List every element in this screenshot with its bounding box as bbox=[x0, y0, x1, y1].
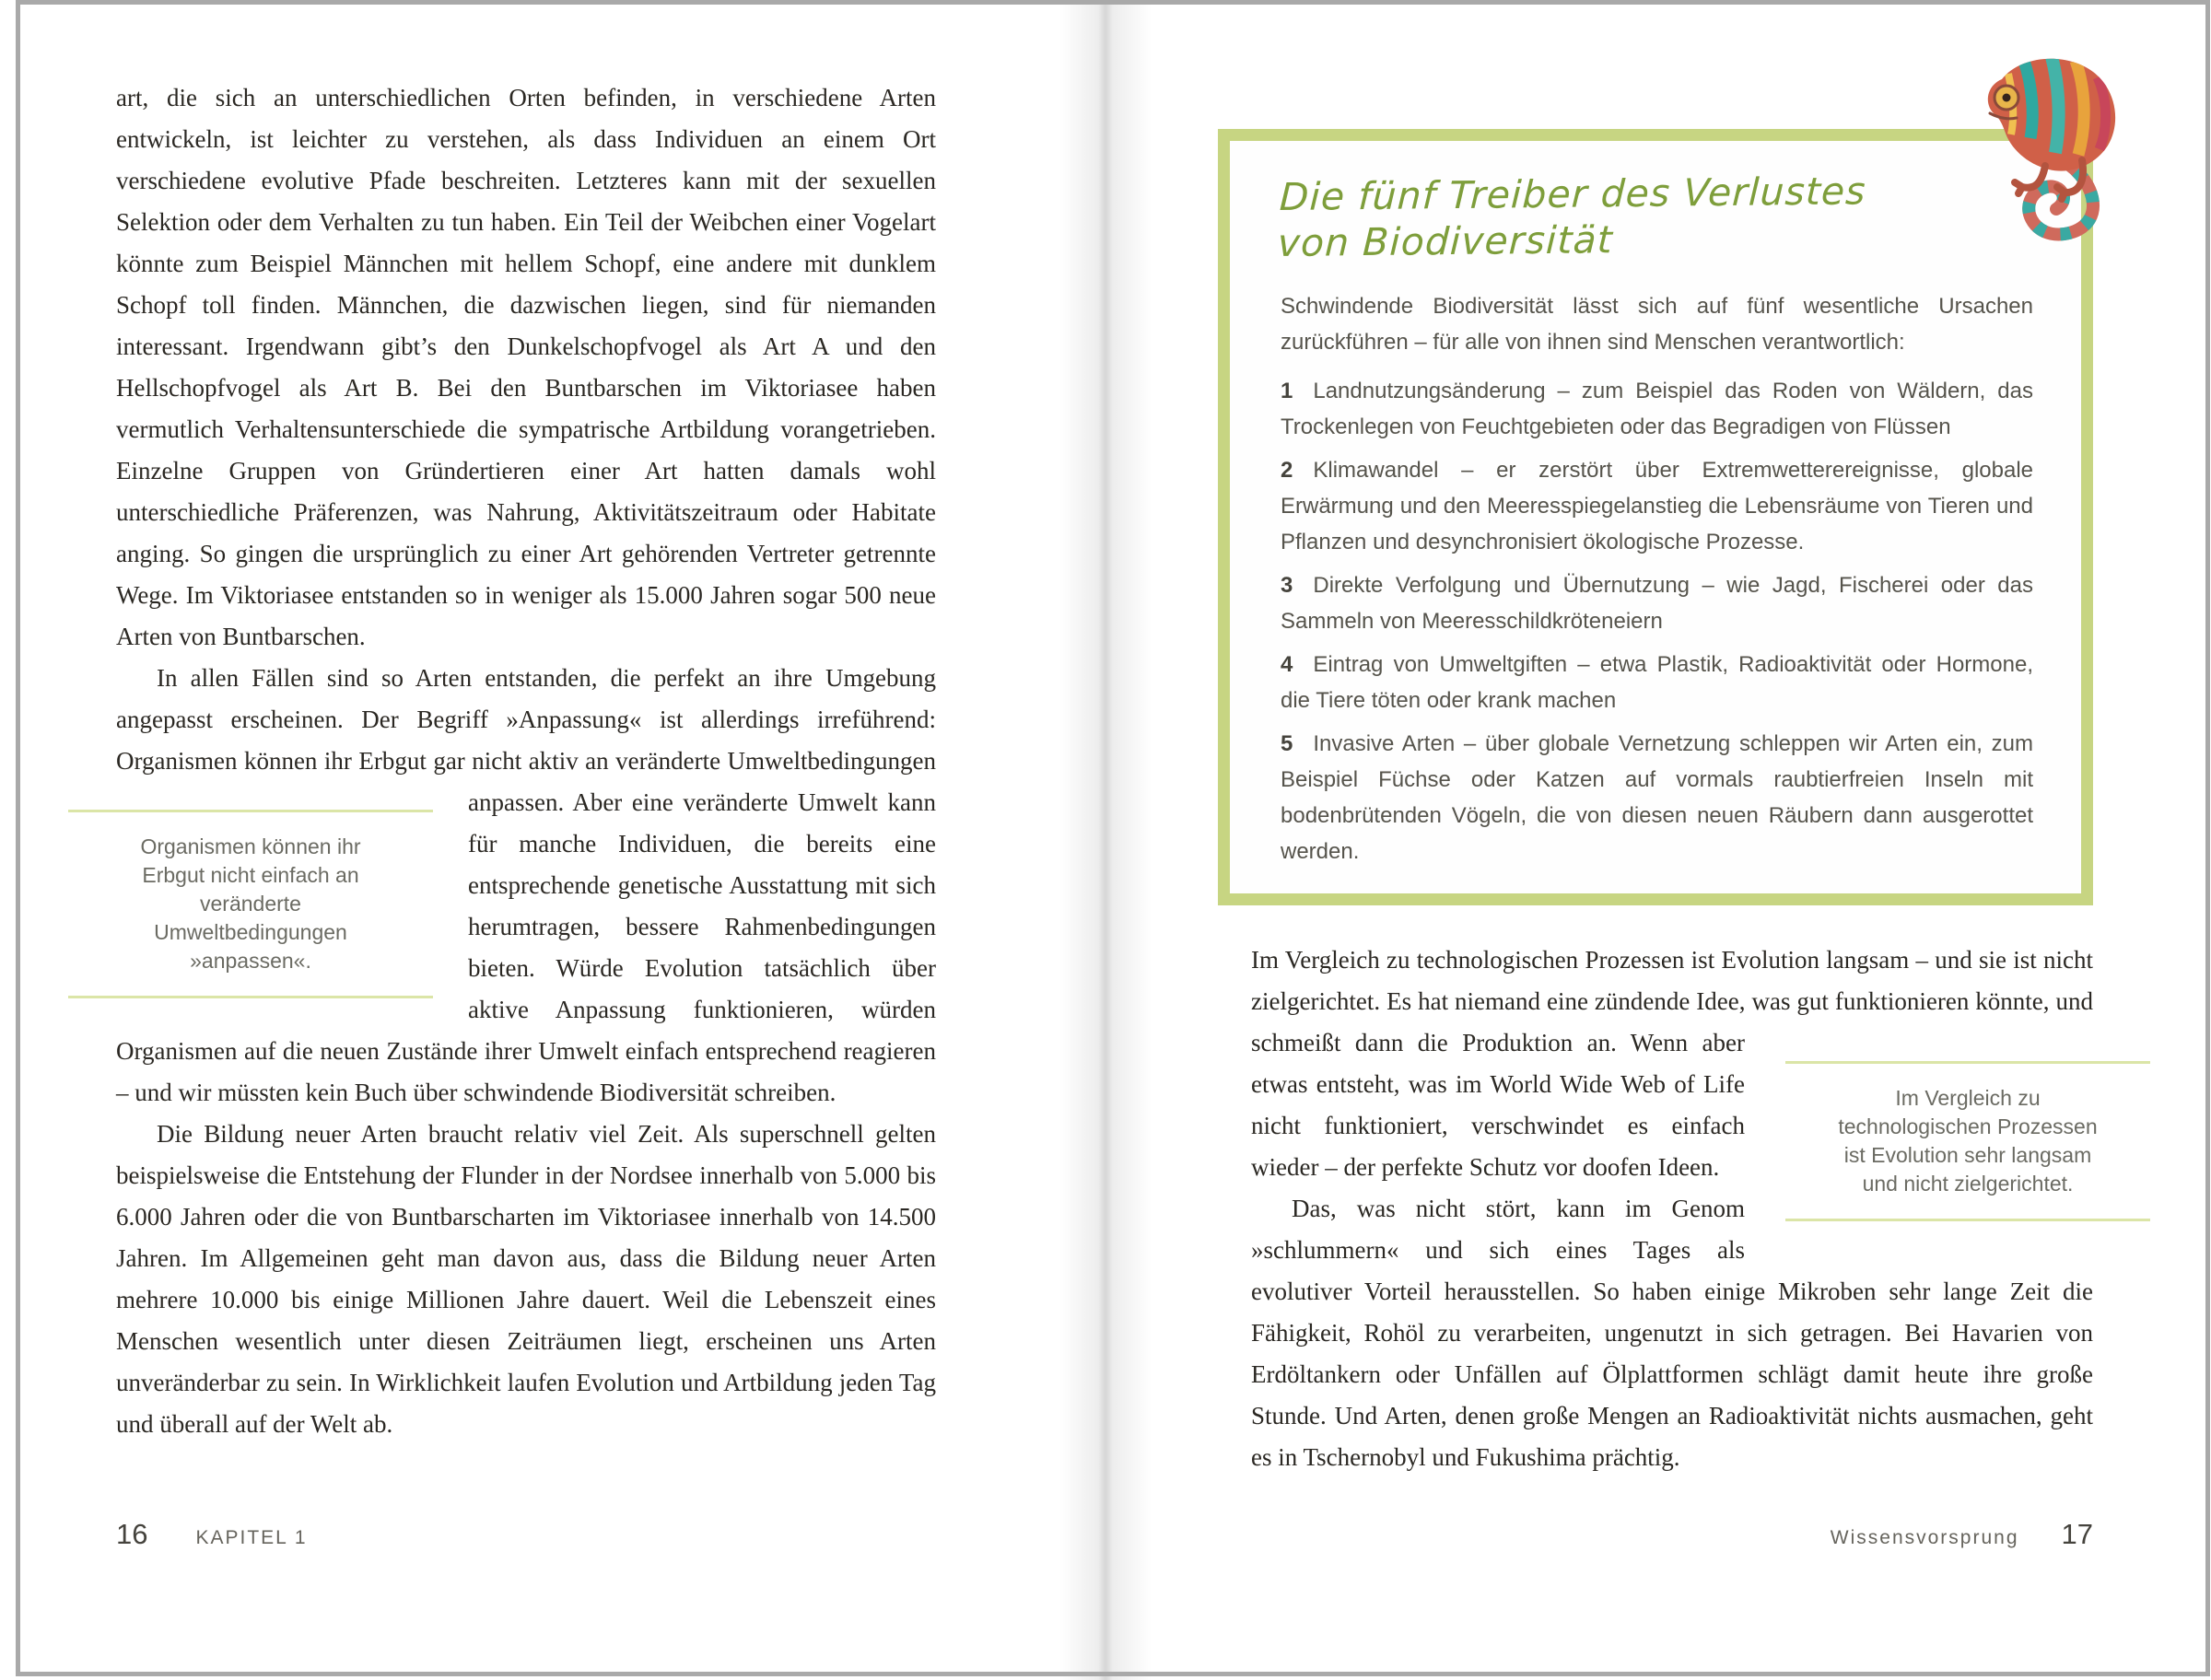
right-paragraph-1-end: aber etwas entsteht, was im World Wide Web of Life nicht funktioniert, verschwindet es einfach wieder – der perfekte Schutz vor doofen Ideen. bbox=[1251, 1029, 1745, 1181]
box-title-line2: von Biodiversität bbox=[1276, 217, 1614, 265]
item-text: Eintrag von Umweltgiften – etwa Plastik, Radioaktivität oder Hormone, die Tiere töten oder krank machen bbox=[1281, 652, 2033, 713]
box-list-item bbox=[1281, 647, 2033, 718]
box-list-item bbox=[1281, 567, 2033, 639]
item-number: 4 bbox=[1281, 652, 1293, 677]
right-page-column bbox=[1218, 129, 2098, 1478]
box-title bbox=[1277, 166, 2034, 266]
left-page-number: 16 bbox=[116, 1518, 148, 1550]
left-margin-note: Organismen können ihr Erbgut nicht einfach an veränderte Umweltbedingungen »anpassen«. bbox=[68, 810, 433, 998]
item-text: Landnutzungsänderung – zum Beispiel das Roden von Wäldern, das Trockenlegen von Feuchtgebieten oder das Begradigen von Flüssen bbox=[1281, 379, 2033, 439]
item-number: 1 bbox=[1281, 379, 1293, 403]
left-page-footer bbox=[116, 1518, 308, 1551]
left-page-text-column bbox=[116, 77, 936, 1445]
item-number: 5 bbox=[1281, 731, 1293, 756]
right-margin-note: Im Vergleich zu technologischen Prozessen ist Evolution sehr langsam und nicht zielgerichtet. bbox=[1785, 1061, 2150, 1221]
item-text: Invasive Arten – über globale Vernetzung schleppen wir Arten ein, zum Beispiel Füchse oder Katzen auf vormals raubtierfreien Inseln mit bodenbrütenden Vögeln, die von diesen neuen Räubern dann ausgerottet werden. bbox=[1281, 731, 2033, 864]
left-paragraph-2 bbox=[116, 658, 936, 1114]
item-text: Klimawandel – er zerstört über Extremwetterereignisse, globale Erwärmung und den Meeresspiegelanstieg die Lebensräume von Tieren und Pflanzen und desynchronisiert ökologische Prozesse. bbox=[1281, 458, 2033, 554]
right-paragraph-1 bbox=[1251, 939, 2098, 1196]
page-gutter-shadow bbox=[1059, 0, 1152, 1680]
biodiversity-drivers-box bbox=[1218, 129, 2093, 905]
item-number: 3 bbox=[1281, 573, 1293, 598]
left-paragraph-2-start: In allen Fällen sind so Arten entstanden, die perfekt an ihre Umgebung angepasst erscheinen. Der Begriff »Anpassung« ist allerdings irreführend: Organismen können ihr Erbgut gar nicht aktiv an veränderte bbox=[116, 664, 936, 775]
item-number: 2 bbox=[1281, 458, 1293, 483]
left-running-header: KAPITEL 1 bbox=[195, 1527, 308, 1548]
left-paragraph-1: art, die sich an unterschiedlichen Orten befinden, in verschiedene Arten entwickeln, ist leichter zu verstehen, als dass Individuen an einem Ort verschiedene evolutive Pfade beschreiten. Letzteres kann mit der sexuellen Selektion oder dem Verhalten zu tun haben. Ein Teil der Weibchen einer Vogelart könnte zum Beispiel Männchen mit hellem Schopf, eine andere mit dunklem Schopf toll finden. Männchen, die dazwischen liegen, sind für niemanden interessant. Irgendwann gibt’s den Dunkelschopfvogel als Art A und den Hellschopfvogel als Art B. Bei den Buntbarschen im Viktoriasee haben vermutlich Verhaltensunterschiede die sympatrische Artbildung vorangetrieben. Einzelne Gruppen von Gründertieren einer Art hatten damals wohl unterschiedliche Präferenzen, was Nahrung, Aktivitätszeitraum oder Habitate anging. So gingen die ursprünglich zu einer Art gehörenden Vertreter getrennte Wege. Im Viktoriasee entstanden so in weniger als 15.000 Jahren sogar 500 neue Arten von Buntbarschen. bbox=[116, 84, 936, 650]
box-list-item bbox=[1281, 452, 2033, 560]
left-paragraph-2-end: Umweltbedingungen anpassen. Aber eine veränderte Umwelt kann für manche Individuen, die bereits eine entsprechende genetische Ausstattung mit sich herumtragen, bessere Rahmenbedingungen bieten. Würde Evolution tatsächlich über aktive Anpassung funktionieren, würden Organismen auf die neuen Zustände ihrer Umwelt einfach entsprechend reagieren – und wir müssten kein Buch über schwindende Biodiversität schreiben. bbox=[116, 747, 936, 1106]
right-page-text bbox=[1251, 939, 2098, 1478]
right-paragraph-1-start: Im Vergleich zu technologischen Prozessen ist Evolution langsam – und sie ist nicht zielgerichtet. Es hat niemand eine zündende Idee, was gut funktionieren könnte, und schmeißt dann die Produktion an. Wenn bbox=[1251, 946, 2093, 1056]
box-intro: Schwindende Biodiversität lässt sich auf fünf wesentliche Ursachen zurückführen – für alle von ihnen sind Menschen verantwortlich: bbox=[1281, 294, 2033, 355]
right-paragraph-2: Das, was nicht stört, kann im Genom »schlummern« und sich eines Tages als evolutiver Vorteil herausstellen. So haben einige Mikroben sehr lange Zeit die Fähigkeit, Rohöl zu verarbeiten, ungenutzt in sich getragen. Bei Havarien von Erdöltankern oder Unfällen auf Ölplattformen schlägt damit heute ihre große Stunde. Und Arten, denen große Mengen an Radioaktivität nichts ausmachen, geht es in Tschernobyl und Fukushima prächtig. bbox=[1251, 1195, 2093, 1471]
box-list-item bbox=[1281, 373, 2033, 445]
left-paragraph-3: Die Bildung neuer Arten braucht relativ viel Zeit. Als superschnell gelten beispielsweise die Entstehung der Flunder in der Nordsee innerhalb von 5.000 bis 6.000 Jahren oder die von Buntbarscharten im Viktoriasee innerhalb von 14.500 Jahren. Im Allgemeinen geht man davon aus, dass die Bildung neuer Arten mehrere 10.000 bis einige Millionen Jahre dauert. Weil die Lebenszeit eines Menschen wesentlich unter diesen Zeiträumen liegt, erscheinen uns Arten unveränderbar zu sein. In Wirklichkeit laufen Evolution und Artbildung jeden Tag und überall auf der Welt ab. bbox=[116, 1120, 936, 1438]
chameleon-icon bbox=[1958, 46, 2160, 244]
box-title-line1: Die fünf Treiber des Verlustes bbox=[1278, 169, 1867, 219]
box-list-item bbox=[1281, 726, 2033, 869]
item-text: Direkte Verfolgung und Übernutzung – wie Jagd, Fischerei oder das Sammeln von Meeresschildkröteneiern bbox=[1281, 573, 2033, 634]
right-page-number: 17 bbox=[2061, 1518, 2093, 1550]
right-running-footer: Wissensvorsprung bbox=[1830, 1527, 2019, 1548]
right-page-footer bbox=[1218, 1518, 2093, 1551]
